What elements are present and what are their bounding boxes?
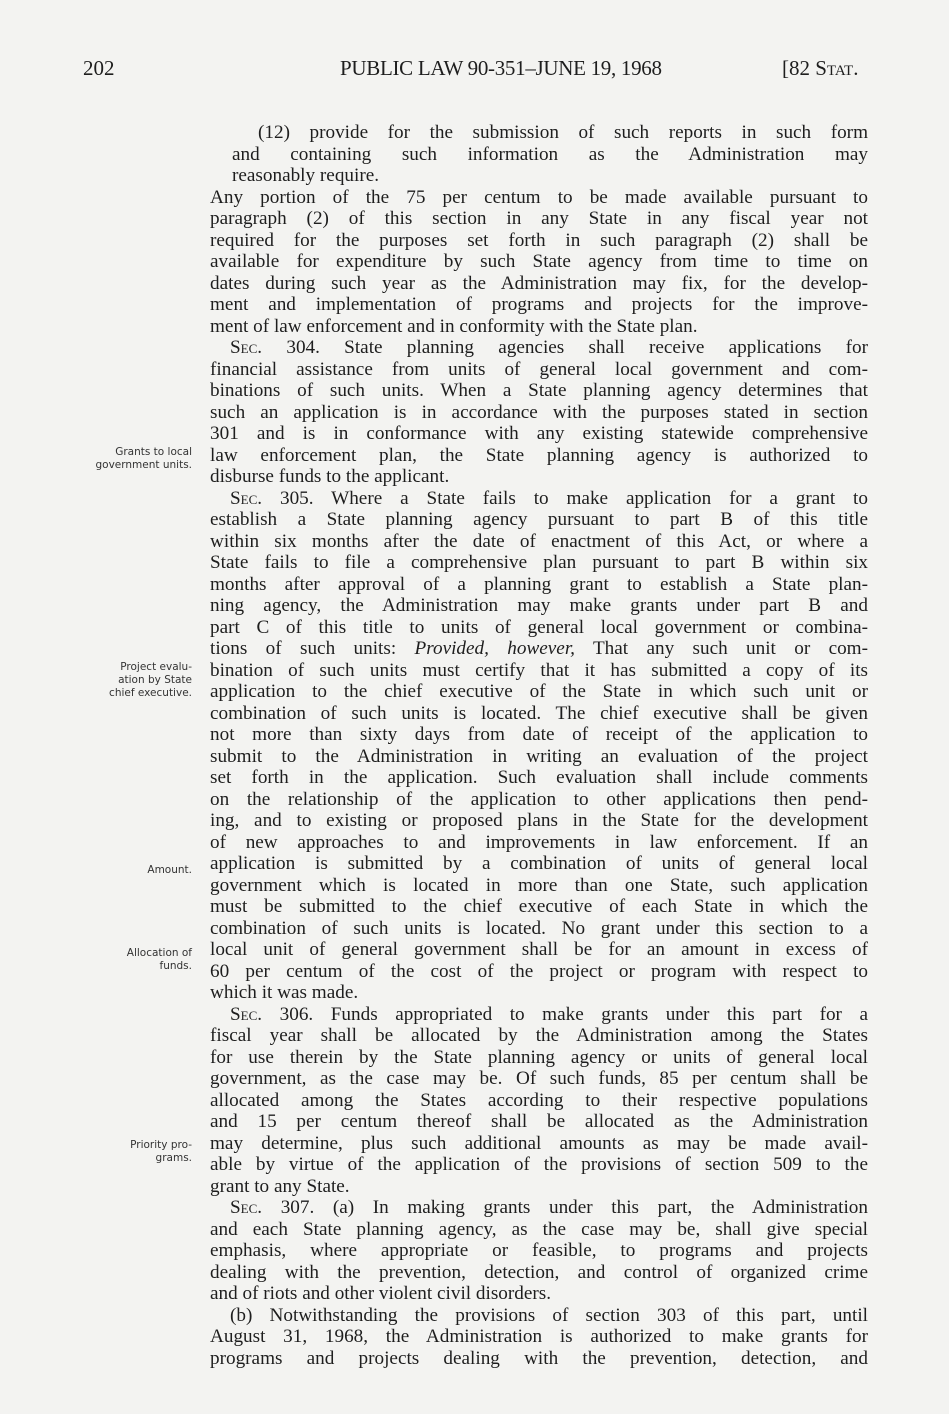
text-line: establish a State planning agency pursuant to part B of this title (210, 509, 868, 530)
text-line: submit to the Administration in writing an evaluation of the project (210, 745, 868, 767)
text-line (210, 1004, 868, 1026)
text-line: (b) Notwithstanding the provisions of section 303 of this part, until (230, 1304, 868, 1326)
section-label: Sec. (230, 1003, 263, 1025)
text-segment: 305. Where a State fails to make application for a grant to (262, 487, 868, 509)
text-segment: That any such unit or com- (574, 638, 868, 659)
text-line: dates during such year as the Administration may fix, for the develop- (210, 272, 868, 294)
margin-note-line: ation by State (118, 674, 192, 686)
text-segment: 306. Funds appropriated to make grants under this part for a (262, 1003, 868, 1025)
text-line: part C of this title to units of general local government or combina- (210, 616, 868, 638)
text-line: grant to any State. (210, 1175, 350, 1197)
text-line (210, 337, 868, 359)
page-number: 202 (83, 56, 115, 80)
text-line: application is submitted by a combination of units of general local (210, 853, 868, 874)
text-line: months after approval of a planning grant to establish a State plan- (210, 573, 868, 595)
text-line: ment of law enforcement and in conformity with the State plan. (210, 315, 698, 337)
text-line: not more than sixty days from date of receipt of the application to (210, 724, 868, 745)
paragraph (210, 1305, 868, 1370)
text-line: government, as the case may be. Of such funds, 85 per centum shall be (210, 1068, 868, 1089)
paragraph (210, 337, 868, 488)
text-line: fiscal year shall be allocated by the Administration among the States (210, 1025, 868, 1046)
paragraph (210, 1197, 868, 1305)
section-label: Sec. (230, 337, 263, 358)
text-line: ning agency, the Administration may make grants under part B and (210, 595, 868, 616)
text-line: reasonably require. (232, 165, 380, 186)
text-segment: tions of such units: (210, 638, 415, 659)
text-segment: 304. State planning agencies shall receive applications for (262, 337, 868, 358)
text-line: bination of such units must certify that it has submitted a copy of its (210, 659, 868, 681)
paragraph (210, 122, 868, 187)
margin-note-line: chief executive. (109, 687, 192, 699)
margin-note (42, 446, 192, 472)
text-line: programs and projects dealing with the prevention, detection, and (210, 1347, 868, 1369)
text-line: such an application is in accordance with the purposes stated in section (210, 401, 868, 423)
text-line: State fails to file a comprehensive plan pursuant to part B within six (210, 552, 868, 573)
text-line: and 15 per centum thereof shall be allocated as the Administration (210, 1111, 868, 1132)
margin-note (42, 864, 192, 877)
text-line: law enforcement plan, the State planning agency is authorized to (210, 444, 868, 466)
text-line: must be submitted to the chief executive of each State in which the (210, 896, 868, 917)
body-text (210, 122, 868, 1369)
margin-note-line: Project evalu- (120, 661, 192, 673)
text-line: dealing with the prevention, detection, and control of organized crime (210, 1261, 868, 1283)
margin-note-line: grams. (155, 1152, 192, 1164)
paragraph (210, 187, 868, 338)
text-line: financial assistance from units of general local government and com- (210, 358, 868, 380)
margin-note-line: Grants to local (115, 446, 192, 458)
text-line: for use therein by the State planning agency or units of general local (210, 1046, 868, 1068)
italic-text: Provided, however, (414, 638, 575, 659)
text-line: which it was made. (210, 982, 359, 1003)
margin-note (42, 1139, 192, 1165)
text-line: ing, and to existing or proposed plans in the State for the development (210, 810, 868, 831)
text-line: government which is located in more than one State, such application (210, 874, 868, 896)
section-label: Sec. (230, 1197, 263, 1218)
text-line: paragraph (2) of this section in any State in any fiscal year not (210, 208, 868, 229)
statute-volume: [82 Stat. (782, 56, 859, 80)
text-line (210, 638, 868, 660)
text-line (210, 488, 868, 510)
text-line: within six months after the date of enactment of this Act, or where a (210, 530, 868, 552)
text-line: may determine, plus such additional amounts as may be made avail- (210, 1132, 868, 1154)
text-line: allocated among the States according to their respective populations (210, 1089, 868, 1111)
text-line: combination of such units is located. No grant under this section to a (210, 917, 868, 939)
text-line: and containing such information as the Administration may (232, 143, 868, 165)
text-line: on the relationship of the application to other applications then pend- (210, 788, 868, 810)
margin-note-line: funds. (159, 960, 192, 972)
text-line: and of riots and other violent civil disorders. (210, 1283, 552, 1304)
text-line: of new approaches to and improvements in law enforcement. If an (210, 831, 868, 853)
margin-note (42, 947, 192, 973)
text-line: available for expenditure by such State agency from time to time on (210, 251, 868, 272)
text-line: 60 per centum of the cost of the project or program with respect to (210, 960, 868, 982)
text-line: (12) provide for the submission of such reports in such form (258, 122, 868, 143)
text-line: 301 and is in conformance with any existing statewide comprehensive (210, 423, 868, 444)
text-line: application to the chief executive of the State in which such unit or (210, 681, 868, 702)
text-line (210, 1197, 868, 1219)
margin-note (42, 661, 192, 700)
text-line: and each State planning agency, as the case may be, shall give special (210, 1218, 868, 1240)
text-line: required for the purposes set forth in such paragraph (2) shall be (210, 229, 868, 251)
text-line: ment and implementation of programs and projects for the improve- (210, 294, 868, 315)
text-line: emphasis, where appropriate or feasible, to programs and projects (210, 1240, 868, 1261)
margin-note-line: Amount. (147, 864, 192, 876)
text-segment: 307. (a) In making grants under this part, the Administration (262, 1197, 868, 1218)
text-line: set forth in the application. Such evaluation shall include comments (210, 767, 868, 788)
margin-note-line: Priority pro- (130, 1139, 192, 1151)
text-line: Any portion of the 75 per centum to be made available pursuant to (210, 186, 868, 208)
text-line: able by virtue of the application of the provisions of section 509 to the (210, 1154, 868, 1175)
running-title: PUBLIC LAW 90-351–JUNE 19, 1968 (340, 56, 662, 80)
text-line: disburse funds to the applicant. (210, 466, 450, 487)
text-line: local unit of general government shall be for an amount in excess of (210, 939, 868, 960)
paragraph (210, 488, 868, 1004)
text-line: August 31, 1968, the Administration is authorized to make grants for (210, 1326, 868, 1347)
section-label: Sec. (230, 487, 263, 509)
paragraph (210, 1004, 868, 1198)
margin-note-line: Allocation of (126, 947, 192, 959)
margin-note-line: government units. (95, 459, 192, 471)
text-line: binations of such units. When a State planning agency determines that (210, 380, 868, 401)
text-line: combination of such units is located. The chief executive shall be given (210, 702, 868, 724)
